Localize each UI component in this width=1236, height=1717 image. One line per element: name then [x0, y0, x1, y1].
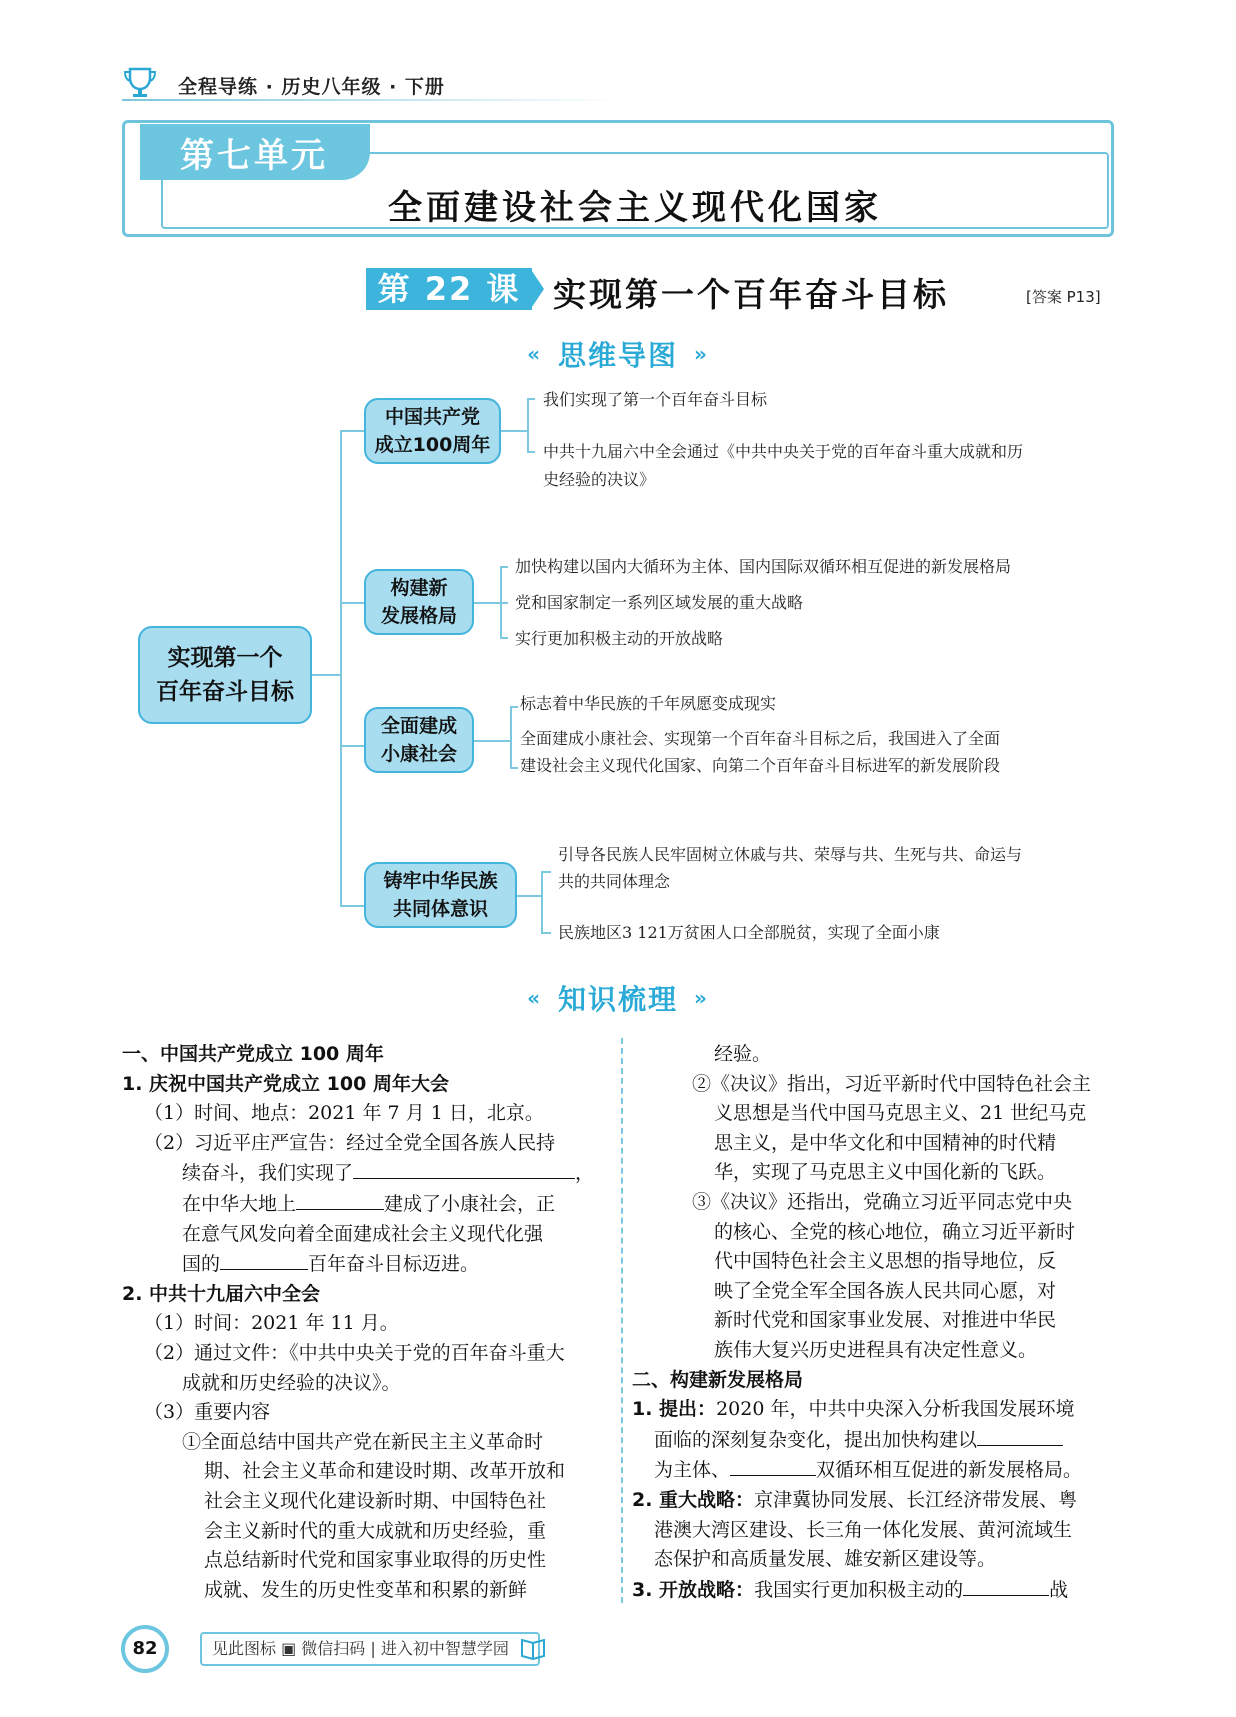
branch-2-tick-1	[500, 566, 508, 568]
branch-1-line-2: 成立100周年	[374, 434, 491, 456]
branch-node-xiaokang	[364, 707, 474, 773]
left-column	[122, 1040, 594, 1605]
text-line: ②《决议》指出，习近平新时代中国特色社会主	[692, 1072, 1092, 1095]
branch-4-connector	[517, 895, 541, 897]
footer-banner	[200, 1632, 540, 1666]
branch-1-connector	[501, 430, 527, 432]
mind-map-leaf: 建设社会主义现代化国家、向第二个百年奋斗目标进军的新发展阶段	[520, 756, 1001, 775]
unit-title: 全面建设社会主义现代化国家	[388, 188, 882, 228]
text-span: 京津冀协同发展、长江经济带发展、粤	[754, 1488, 1078, 1511]
fill-blank[interactable]	[730, 1455, 816, 1476]
text-line: 的核心、全党的核心地位，确立习近平新时	[714, 1220, 1076, 1243]
text-span: 为主体、	[654, 1459, 731, 1482]
text-line: 社会主义现代化建设新时期、中国特色社	[204, 1489, 547, 1512]
fill-blank[interactable]	[963, 1575, 1049, 1596]
text-line: 态保护和高质量发展、雄安新区建设等。	[654, 1548, 997, 1571]
item-label: 3. 开放战略：	[632, 1578, 755, 1601]
chevron-left-icon: «	[527, 342, 542, 366]
mind-map-leaf: 全面建成小康社会、实现第一个百年奋斗目标之后，我国进入了全面	[520, 729, 1001, 748]
mind-map-leaf: 共的共同体理念	[558, 872, 671, 891]
mind-map-leaf: 标志着中华民族的千年夙愿变成现实	[520, 694, 777, 713]
fill-blank[interactable]	[296, 1189, 384, 1210]
section-heading: 二、构建新发展格局	[632, 1368, 804, 1391]
text-line: （2）通过文件：《中共中央关于党的百年奋斗重大	[144, 1341, 565, 1364]
text-span: ，	[575, 1162, 595, 1185]
text-line: （3）重要内容	[144, 1401, 271, 1424]
text-span: 双循环相互促进的新发展格局。	[816, 1459, 1083, 1482]
text-span: 续奋斗，我们实现了	[182, 1162, 354, 1185]
branch-2-line-1: 构建新	[390, 577, 448, 599]
trunk-branch-4	[340, 905, 364, 907]
knowledge-heading	[0, 978, 1236, 1018]
footer-text: 见此图标 ▣ 微信扫码 | 进入初中智慧学园	[212, 1639, 509, 1658]
branch-3-tick-1	[510, 706, 518, 708]
text-line: 会主义新时代的重大成就和历史经验，重	[204, 1519, 547, 1542]
text-line: 代中国特色社会主义思想的指导地位，反	[714, 1250, 1057, 1273]
text-line: 思主义，是中华文化和中国精神的时代精	[714, 1131, 1057, 1154]
branch-3-joint	[500, 740, 510, 742]
text-line	[632, 1575, 1091, 1606]
unit-label: 第七单元	[180, 136, 328, 176]
lesson-title: 实现第一个百年奋斗目标	[553, 275, 949, 314]
book-icon	[520, 1636, 546, 1664]
item-label: 2. 重大战略：	[632, 1488, 755, 1511]
text-line: ①全面总结中国共产党在新民主主义革命时	[182, 1430, 544, 1453]
mind-map-leaf: 党和国家制定一系列区域发展的重大战略	[515, 593, 804, 612]
chevron-right-icon: »	[694, 986, 709, 1010]
branch-2-connector	[474, 602, 500, 604]
fill-blank[interactable]	[220, 1249, 308, 1270]
text-line: 华，实现了马克思主义中国化新的飞跃。	[714, 1161, 1057, 1184]
mind-map-leaf: 加快构建以国内大循环为主体、国内国际双循环相互促进的新发展格局	[515, 557, 1012, 576]
branch-2-tick-2	[500, 602, 508, 604]
chevron-left-icon: «	[527, 986, 542, 1010]
right-column	[632, 1040, 1091, 1605]
branch-4-bracket	[541, 871, 543, 933]
text-line	[632, 1425, 1091, 1456]
page-number: 82	[121, 1625, 169, 1673]
branch-4-line-1: 铸牢中华民族	[383, 870, 498, 892]
text-line: 成就和历史经验的决议》。	[182, 1371, 401, 1394]
text-line	[122, 1158, 594, 1189]
mind-map-leaf: 民族地区3 121万贫困人口全部脱贫，实现了全面小康	[558, 923, 940, 942]
branch-node-national-unity	[364, 862, 517, 928]
lesson-arrow	[530, 268, 544, 310]
trunk-branch-2	[340, 602, 364, 604]
trunk-branch-1	[340, 430, 364, 432]
text-line	[632, 1395, 1091, 1425]
subsection-heading: 1. 庆祝中国共产党成立 100 周年大会	[122, 1072, 449, 1095]
text-line: 映了全党全军全国各族人民共同心愿，对	[714, 1279, 1057, 1302]
text-line	[122, 1249, 594, 1280]
text-span: 建成了小康社会，正	[384, 1192, 556, 1215]
branch-node-centenary	[364, 398, 501, 464]
text-line: 港澳大湾区建设、长三角一体化发展、黄河流域生	[654, 1518, 1073, 1541]
header-title: 全程导练 · 历史八年级 · 下册	[178, 76, 445, 98]
text-span: 我国实行更加积极主动的	[754, 1578, 964, 1601]
root-connector	[312, 674, 340, 676]
branch-1-line-1: 中国共产党	[384, 406, 480, 428]
branch-3-line-2: 小康社会	[380, 743, 457, 765]
branch-1-tick-1	[527, 398, 535, 400]
text-line: 点总结新时代党和国家事业取得的历史性	[204, 1549, 547, 1572]
branch-1-bracket	[527, 398, 529, 452]
root-line-2: 百年奋斗目标	[156, 679, 294, 705]
branch-3-line-1: 全面建成	[380, 715, 457, 737]
trunk-branch-3	[340, 745, 364, 747]
fill-blank[interactable]	[353, 1158, 575, 1179]
branch-2-line-2: 发展格局	[380, 605, 457, 627]
text-line	[632, 1486, 1091, 1516]
text-line: 经验。	[714, 1043, 772, 1065]
branch-3-bracket	[510, 706, 512, 768]
branch-node-development	[364, 569, 474, 635]
mind-map-root	[138, 626, 312, 724]
mind-map-leaf: 实行更加积极主动的开放战略	[515, 629, 724, 648]
text-span: 面临的深刻复杂变化，提出加快构建以	[654, 1428, 978, 1451]
column-divider	[621, 1038, 623, 1603]
text-span: 2020 年，中共中央深入分析我国发展环境	[716, 1398, 1075, 1421]
chevron-right-icon: »	[694, 342, 709, 366]
text-line: 族伟大复兴历史进程具有决定性意义。	[714, 1338, 1038, 1361]
mind-map-title: 思维导图	[557, 339, 678, 372]
text-line	[632, 1455, 1091, 1486]
knowledge-title: 知识梳理	[557, 983, 678, 1016]
text-span: 国的	[182, 1253, 221, 1276]
root-line-1: 实现第一个	[167, 645, 283, 671]
text-span: 在中华大地上	[182, 1192, 297, 1215]
trunk-line	[340, 430, 342, 906]
section-heading: 一、中国共产党成立 100 周年	[122, 1043, 384, 1065]
subsection-heading: 2. 中共十九届六中全会	[122, 1282, 321, 1305]
text-line: 新时代党和国家事业发展、对推进中华民	[714, 1309, 1057, 1332]
mind-map-leaf: 我们实现了第一个百年奋斗目标	[543, 390, 768, 409]
branch-3-tick-2	[510, 767, 518, 769]
text-line: （1）时间、地点：2021 年 7 月 1 日，北京。	[144, 1102, 544, 1125]
text-line: 成就、发生的历史性变革和积累的新鲜	[204, 1578, 528, 1601]
text-line: ③《决议》还指出，党确立习近平同志党中央	[692, 1190, 1073, 1213]
text-line: 义思想是当代中国马克思主义、21 世纪马克	[714, 1102, 1087, 1125]
branch-4-line-2: 共同体意识	[392, 898, 488, 920]
text-line: 在意气风发向着全面建成社会主义现代化强	[182, 1222, 544, 1245]
branch-1-tick-2	[527, 451, 535, 453]
branch-3-connector	[474, 740, 500, 742]
text-line: （1）时间：2021 年 11 月。	[144, 1312, 399, 1335]
text-line	[122, 1189, 594, 1220]
text-span: 战	[1049, 1578, 1069, 1601]
text-line: （2）习近平庄严宣告：经过全党全国各族人民持	[144, 1131, 556, 1154]
branch-2-tick-3	[500, 637, 508, 639]
text-span: 百年奋斗目标迈进。	[308, 1253, 480, 1276]
answer-reference: [答案 P13]	[1026, 288, 1101, 306]
mind-map-leaf: 史经验的决议》	[543, 470, 656, 489]
item-label: 1. 提出：	[632, 1398, 717, 1421]
fill-blank[interactable]	[977, 1425, 1063, 1446]
mind-map-leaf: 引导各民族人民牢固树立休戚与共、荣辱与共、生死与共、命运与	[558, 845, 1023, 864]
header-divider	[122, 99, 622, 101]
mind-map-leaf: 中共十九届六中全会通过《中共中央关于党的百年奋斗重大成就和历	[543, 442, 1024, 461]
branch-4-tick-2	[541, 932, 551, 934]
mind-map-heading	[0, 334, 1236, 374]
lesson-number: 第 22 课	[377, 270, 521, 308]
branch-4-tick-1	[541, 871, 551, 873]
text-line: 期、社会主义革命和建设时期、改革开放和	[204, 1460, 566, 1483]
